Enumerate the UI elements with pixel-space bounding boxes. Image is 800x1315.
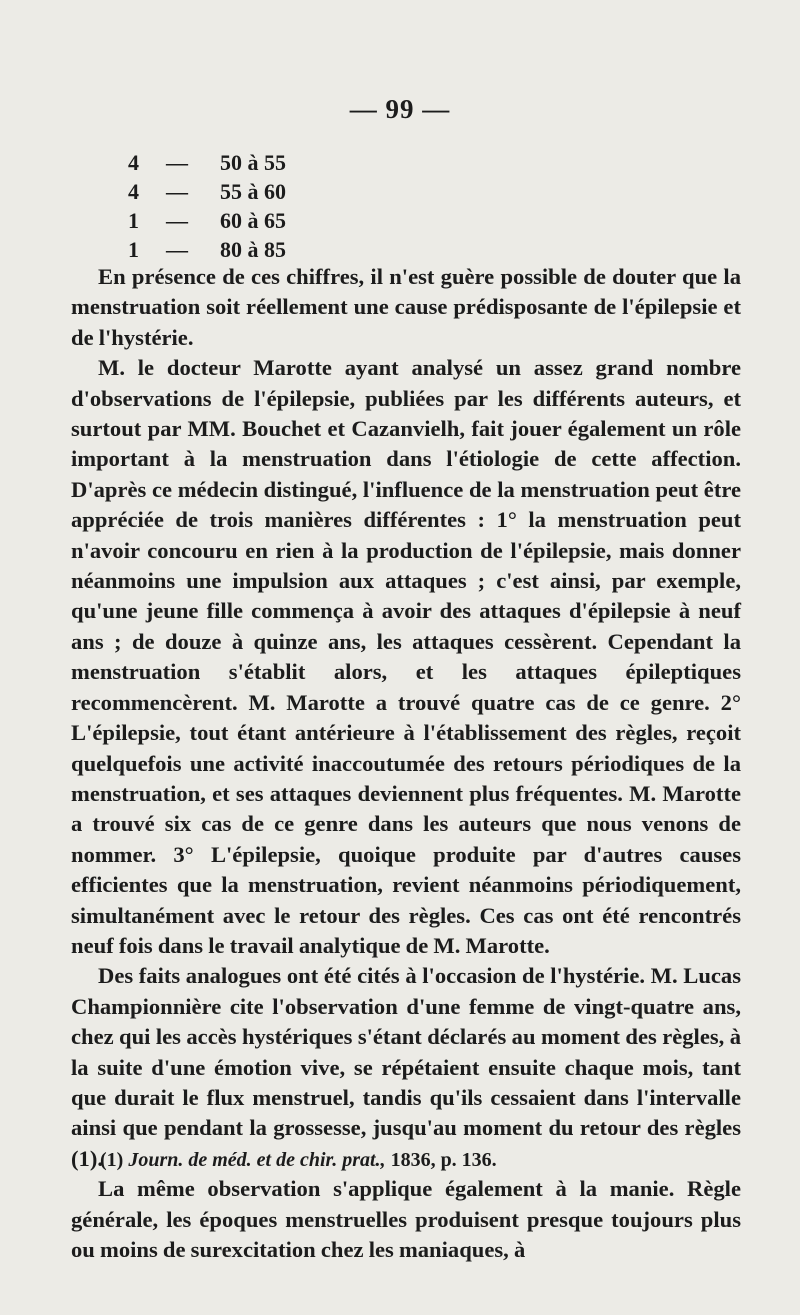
- footnote-details: 1836, p. 136.: [390, 1149, 497, 1171]
- age-range: 50 à 55: [220, 150, 286, 175]
- age-range: 55 à 60: [220, 179, 286, 204]
- dash: —: [166, 179, 188, 204]
- table-row: [128, 148, 360, 177]
- age-range: 80 à 85: [220, 237, 286, 262]
- body-text: [71, 262, 741, 1265]
- dash: —: [166, 237, 188, 262]
- table-row: [128, 235, 360, 264]
- footnote-marker: (1): [100, 1149, 124, 1171]
- paragraph: M. le docteur Marotte ayant analysé un assez grand nombre d'observations de l'épilepsie, publiées par les différents auteurs, et surtout par MM. Bouchet et Cazanvielh, fait jouer également un rôle important à la menstruation dans l'étiologie de cette affection. D'après ce médecin distingué, l'influence de la menstruation peut être appréciée de trois manières différentes : 1° la menstruation peut n'avoir concouru en rien à la production de l'épilepsie, mais donner néanmoins une impulsion aux attaques ; c'est ainsi, par exemple, qu'une jeune fille commença à avoir des attaques d'épilepsie à neuf ans ; de douze à quinze ans, les attaques cessèrent. Cependant la menstruation s'établit alors, et les attaques épileptiques recommencèrent. M. Marotte a trouvé quatre cas de ce genre. 2° L'épilepsie, tout étant antérieure à l'établissement des règles, reçoit quelquefois une activité inaccoutumée des retours périodiques de la menstruation, et ses attaques deviennent plus fréquentes. M. Marotte a trouvé six cas de ce genre dans les auteurs que nous venons de nommer. 3° L'épilepsie, quoique produite par d'autres causes efficientes que la menstruation, revient néanmoins périodiquement, simultanément avec le retour des règles. Ces cas ont été rencontrés neuf fois dans le travail analytique de M. Marotte.: [71, 355, 741, 958]
- case-count: 1: [128, 237, 139, 262]
- table-row: [128, 177, 360, 206]
- paragraph: Des faits analogues ont été cités à l'occasion de l'hystérie. M. Lucas Championnière cite l'observation d'une femme de vingt-quatre ans, chez qui les accès hystériques s'étant déclarés au moment des règles, à la suite d'une émotion vive, se répétaient ensuite chaque mois, tant que durait le flux menstruel, tandis qu'ils cessaient dans l'intervalle ainsi que pendant la grossesse, jusqu'au moment du retour des règles (1).: [71, 963, 741, 1171]
- paragraph: En présence de ces chiffres, il n'est guère possible de douter que la menstruation soit réellement une cause prédisposante de l'épilepsie et de l'hystérie.: [71, 264, 741, 350]
- dash: —: [166, 150, 188, 175]
- age-range: 60 à 65: [220, 208, 286, 233]
- case-count: 1: [128, 208, 139, 233]
- paragraph: La même observation s'applique également à la manie. Règle générale, les époques menstruelles produisent presque toujours plus ou moins de surexcitation chez les maniaques, à: [71, 1176, 741, 1262]
- table-row: [128, 206, 360, 235]
- case-count: 4: [128, 179, 139, 204]
- age-distribution-table: [128, 148, 360, 264]
- dash: —: [166, 208, 188, 233]
- case-count: 4: [128, 150, 139, 175]
- footnote-source: Journ. de méd. et de chir. prat.,: [128, 1149, 386, 1171]
- footnote: [100, 1147, 740, 1173]
- page-number: — 99 —: [349, 94, 451, 124]
